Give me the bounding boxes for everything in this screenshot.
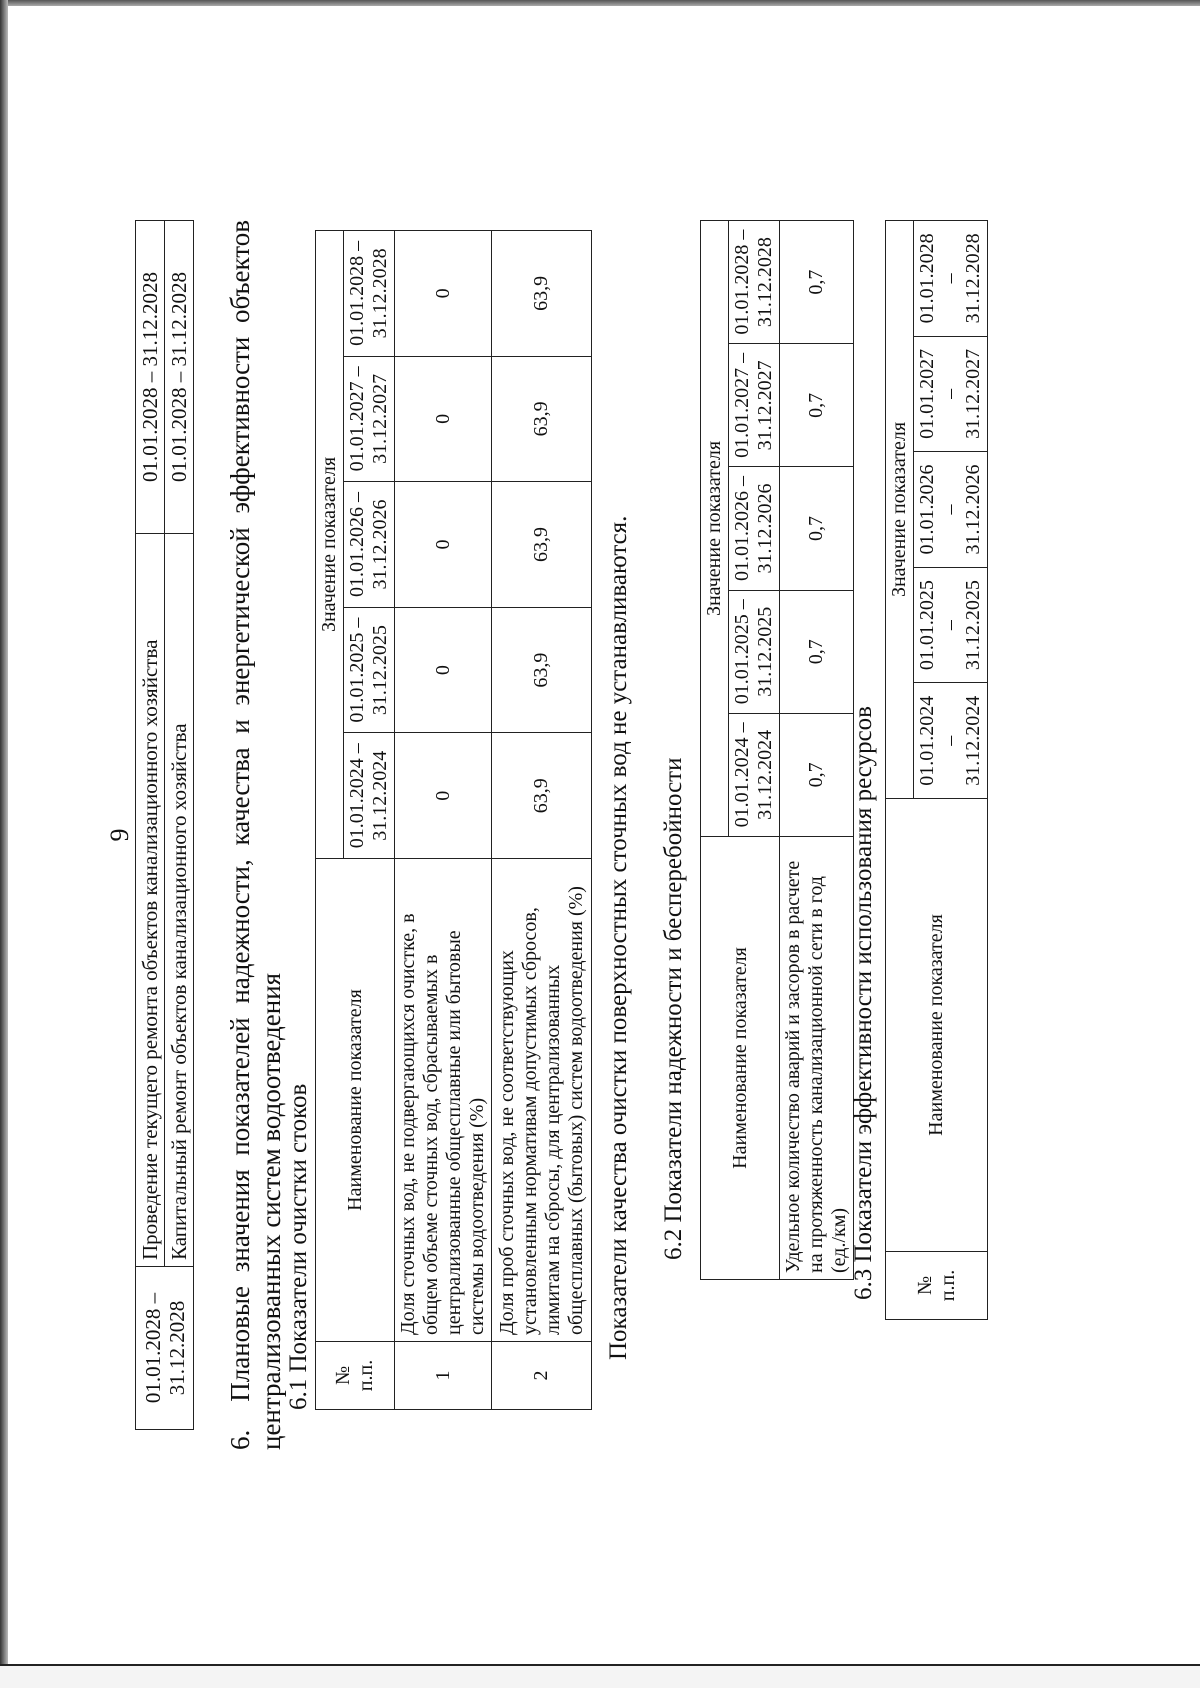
- period-header: 01.01.2027 – 31.12.2027: [344, 356, 395, 482]
- page-number: 9: [105, 828, 134, 842]
- table-header-row: [316, 231, 344, 1410]
- value-cell: 0: [395, 607, 492, 733]
- col-value-header: Значение показателя: [701, 221, 729, 837]
- table-6-2: [700, 220, 854, 1280]
- work-cell: Капитальный ремонт объектов канализационного хозяйства: [165, 534, 194, 1267]
- period-header: 01.01.2024 – 31.12.2024: [344, 733, 395, 859]
- value-cell: 63,9: [492, 733, 592, 859]
- scan-edge-top: [0, 0, 1200, 6]
- value-cell: 63,9: [492, 482, 592, 608]
- section-number: 6.: [225, 1429, 255, 1450]
- table-6-3: [885, 220, 988, 1320]
- work-cell: Проведение текущего ремонта объектов канализационного хозяйства: [136, 534, 165, 1267]
- period-header: 01.01.2025 – 31.12.2025: [729, 590, 780, 713]
- col-value-header: Значение показателя: [886, 221, 914, 799]
- value-cell: 63,9: [492, 356, 592, 482]
- value-cell: 0,7: [780, 713, 854, 836]
- period-header: 01.01.2027 – 31.12.2027: [729, 344, 780, 467]
- table-header-row: [886, 221, 914, 1320]
- section-6-1-title: 6.1 Показатели очистки стоков: [285, 1083, 312, 1410]
- table-row: [395, 231, 492, 1410]
- period-header: 01.01.2026 – 31.12.2026: [729, 467, 780, 590]
- value-cell: 63,9: [492, 607, 592, 733]
- row-num: 1: [395, 1342, 492, 1410]
- period-header: 01.01.2025 – 31.12.2025: [914, 567, 988, 683]
- period-header: 01.01.2025 – 31.12.2025: [344, 607, 395, 733]
- section-6-heading: [225, 220, 287, 1450]
- value-cell: 0,7: [780, 590, 854, 713]
- value-cell: 0,7: [780, 221, 854, 344]
- row-num: 2: [492, 1342, 592, 1410]
- section-6-3-title: 6.3 Показатели эффективности использования ресурсов: [850, 706, 877, 1300]
- period-header: 01.01.2028 – 31.12.2028: [914, 221, 988, 337]
- period-header: 01.01.2026 – 31.12.2026: [914, 452, 988, 568]
- row-name: Доля сточных вод, не подвергающихся очистке, в общем объеме сточных вод, сбрасываемых в централизованные общесплавные или бытовые системы водоотведения (%): [395, 859, 492, 1342]
- period-cell: 01.01.2028 – 31.12.2028: [136, 1267, 194, 1430]
- value-cell: 0,7: [780, 467, 854, 590]
- rotated-document-page: [105, 110, 1065, 1560]
- value-cell: 0,7: [780, 344, 854, 467]
- table-row: [492, 231, 592, 1410]
- table-6-1: [315, 230, 592, 1410]
- plan-works-table: [135, 220, 194, 1430]
- value-cell: 63,9: [492, 231, 592, 357]
- period-cell: 01.01.2028 – 31.12.2028: [165, 221, 194, 534]
- col-value-header: Значение показателя: [316, 231, 344, 859]
- period-cell: 01.01.2028 – 31.12.2028: [136, 221, 165, 534]
- period-header: 01.01.2026 – 31.12.2026: [344, 482, 395, 608]
- value-cell: 0: [395, 231, 492, 357]
- surface-water-note: Показатели качества очистки поверхностных сточных вод не устанавливаются.: [605, 515, 632, 1360]
- col-num-header: № п.п.: [316, 1342, 395, 1410]
- period-header: 01.01.2028 – 31.12.2028: [729, 221, 780, 344]
- period-header: 01.01.2024 – 31.12.2024: [729, 713, 780, 836]
- col-name-header: Наименование показателя: [701, 837, 780, 1280]
- col-name-header: Наименование показателя: [886, 799, 988, 1252]
- row-name: Удельное количество аварий и засоров в расчете на протяженность канализационной сети в год (ед./км): [780, 837, 854, 1280]
- scan-edge-bottom: [0, 1664, 1200, 1688]
- table-row: [780, 221, 854, 1280]
- scan-edge-left: [0, 0, 8, 1686]
- section-6-2-title: 6.2 Показатели надежности и бесперебойности: [660, 757, 687, 1260]
- period-header: 01.01.2028 – 31.12.2028: [344, 231, 395, 357]
- value-cell: 0: [395, 482, 492, 608]
- period-header: 01.01.2024 – 31.12.2024: [914, 683, 988, 799]
- table-row: [165, 221, 194, 1430]
- period-header: 01.01.2027 – 31.12.2027: [914, 336, 988, 452]
- row-name: Доля проб сточных вод, не соответствующих установленным нормативам допустимых сбросов, лимитам на сбросы, для централизованных общесплавных (бытовых) систем водоотведения (%): [492, 859, 592, 1342]
- section-title: Плановые значения показателей надежности, качества и энергетической эффективности объектов централизованных систем водоотведения: [225, 220, 287, 1450]
- col-name-header: Наименование показателя: [316, 859, 395, 1342]
- table-header-row: [701, 221, 729, 1280]
- col-num-header: № п.п.: [886, 1252, 988, 1320]
- value-cell: 0: [395, 733, 492, 859]
- value-cell: 0: [395, 356, 492, 482]
- table-row: [136, 221, 165, 1430]
